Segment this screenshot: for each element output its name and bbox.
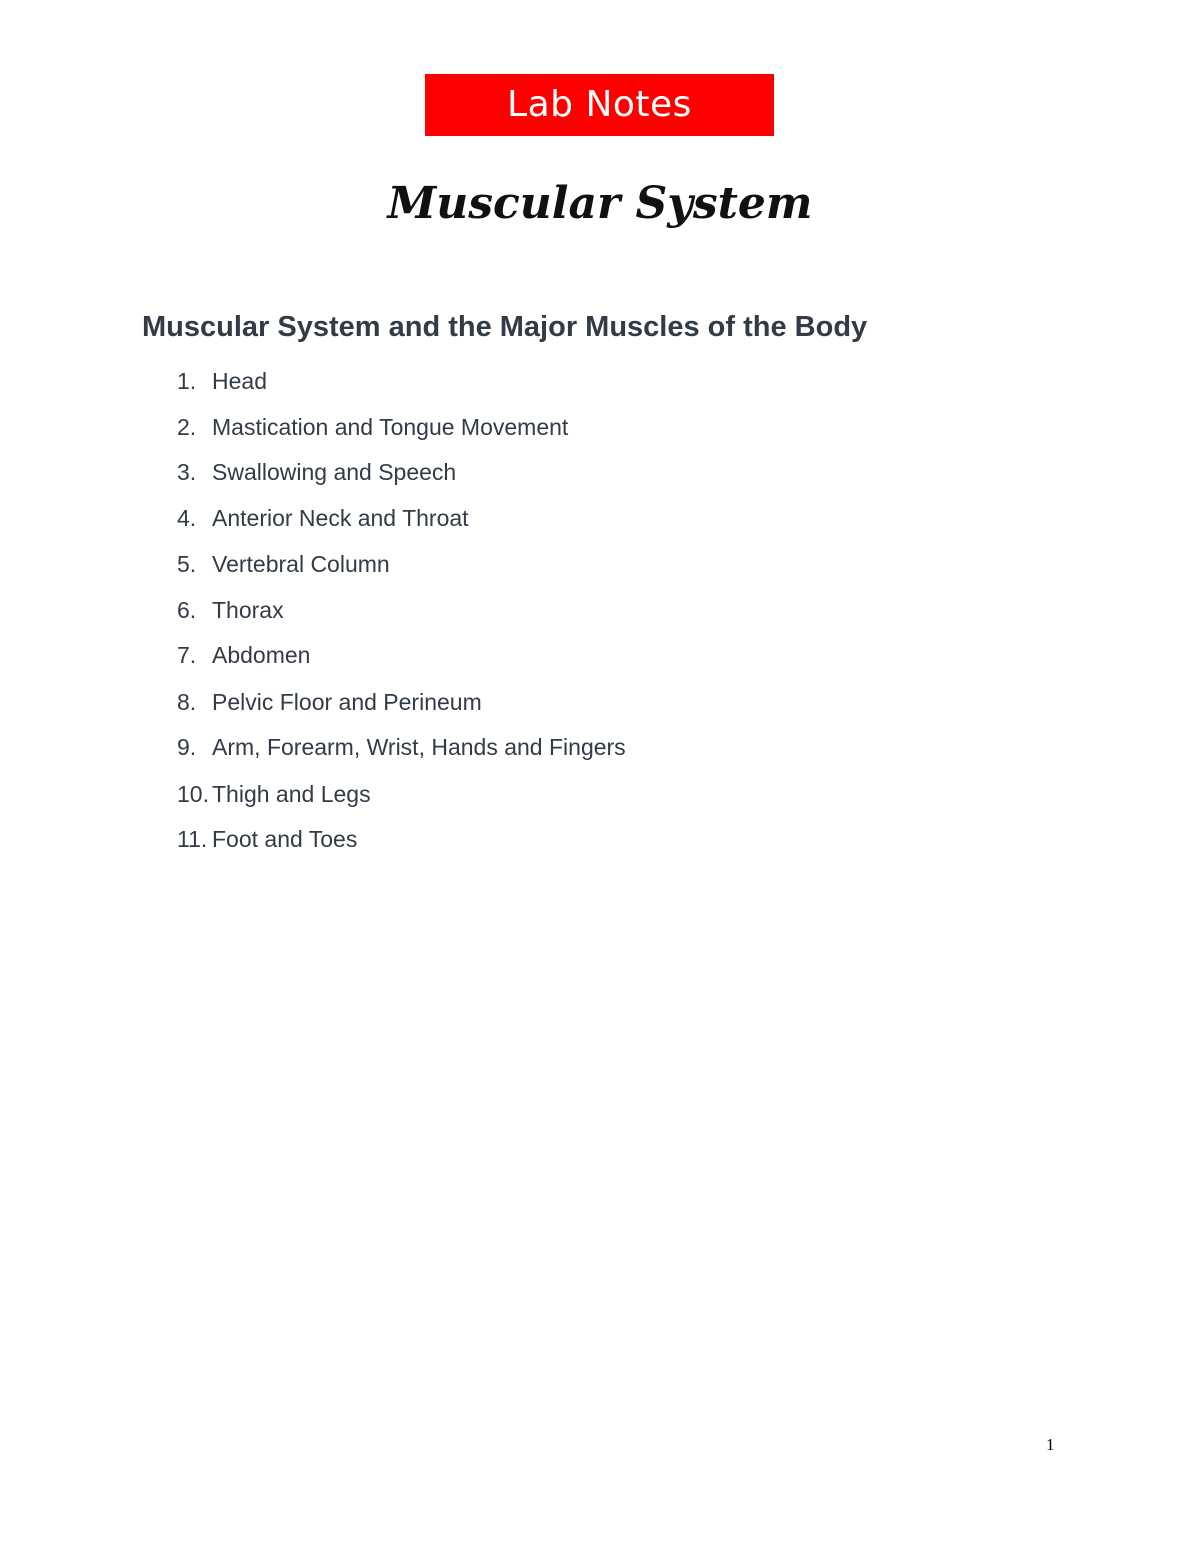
list-item-number: 7. [177,642,197,668]
list-item [177,414,568,444]
list-item [177,781,371,811]
list-item [177,826,357,856]
list-item-text: Thorax [212,597,284,623]
page-number: 1 [1046,1435,1055,1454]
list-item-number: 4. [177,505,197,531]
list-item [177,689,482,719]
list-item-number: 11. [177,826,208,852]
list-item-number: 3. [177,459,197,485]
list-item [177,642,310,672]
list-item-number: 8. [177,689,197,715]
list-item-text: Swallowing and Speech [212,459,457,485]
list-item-text: Anterior Neck and Throat [212,505,469,531]
list-item [177,597,284,627]
list-item-number: 2. [177,414,197,440]
list-item [177,505,469,535]
page-title: Muscular System [387,178,813,229]
list-item-text: Arm, Forearm, Wrist, Hands and Fingers [212,734,626,760]
banner-label: Lab Notes [507,84,692,125]
list-item-number: 10. [177,781,209,807]
list-item-text: Pelvic Floor and Perineum [212,689,482,715]
list-item-text: Abdomen [212,642,311,668]
list-item [177,551,390,581]
list-item [177,734,626,764]
lab-notes-banner [425,74,774,136]
list-item-number: 9. [177,734,197,760]
section-heading: Muscular System and the Major Muscles of the Body [142,311,868,343]
list-item-text: Head [212,368,267,394]
list-item-text: Mastication and Tongue Movement [212,414,569,440]
list-item [177,368,267,398]
list-item-number: 1. [177,368,197,394]
list-item-number: 5. [177,551,197,577]
list-item [177,459,456,489]
list-item-number: 6. [177,597,197,623]
list-item-text: Foot and Toes [212,826,358,852]
list-item-text: Thigh and Legs [212,781,371,807]
list-item-text: Vertebral Column [212,551,390,577]
